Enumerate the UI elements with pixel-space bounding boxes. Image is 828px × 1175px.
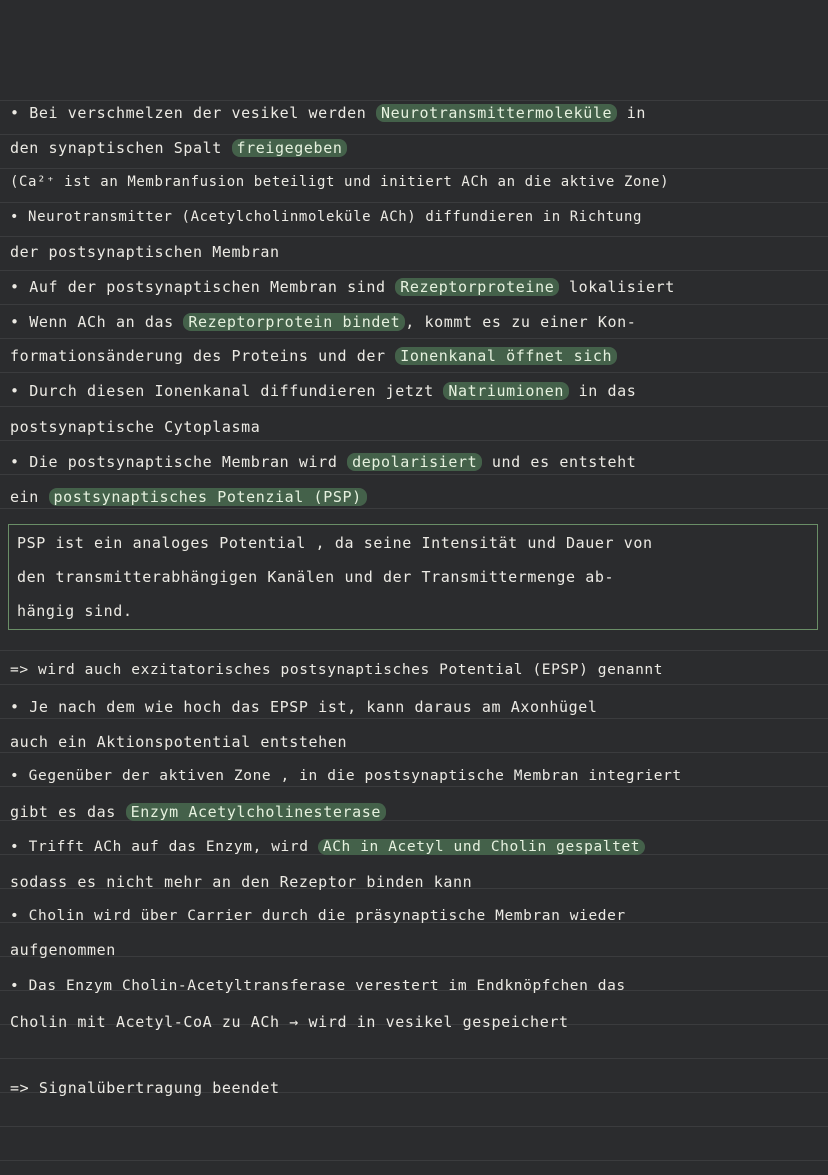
ruled-line [0, 718, 828, 719]
highlight: Neurotransmittermoleküle [376, 104, 617, 122]
text: und es entsteht [482, 453, 637, 471]
ruled-line [0, 372, 828, 373]
note-line [10, 172, 820, 192]
ruled-line [0, 1126, 828, 1127]
definition-box [8, 524, 818, 630]
note-line [10, 766, 820, 786]
ruled-line [0, 202, 828, 203]
highlight: postsynaptisches Potenzial (PSP) [49, 488, 367, 506]
note-line [10, 906, 820, 926]
note-line [10, 872, 820, 892]
note-line [10, 103, 820, 123]
text: den transmitterabhängigen Kanälen und der Transmittermenge ab- [17, 568, 615, 586]
text: PSP ist ein analoges Potential , da seine Intensität und Dauer von [17, 534, 653, 552]
highlight: Rezeptorproteine [395, 278, 559, 296]
highlight: ACh in Acetyl und Cholin gespaltet [318, 839, 645, 855]
text: • Das Enzym Cholin-Acetyltransferase verestert im Endknöpfchen das [10, 978, 626, 994]
ruled-line [0, 338, 828, 339]
note-line [10, 697, 820, 717]
note-line [10, 487, 820, 507]
highlight: Enzym Acetylcholinesterase [126, 803, 386, 821]
text: • Cholin wird über Carrier durch die präsynaptische Membran wieder [10, 908, 626, 924]
text: => Signalübertragung beendet [10, 1079, 280, 1097]
text: • Wenn ACh an das [10, 313, 184, 331]
text: der postsynaptischen Membran [10, 243, 280, 261]
box-line [17, 567, 809, 587]
text: , kommt es zu einer Kon- [405, 313, 637, 331]
text: (Ca²⁺ ist an Membranfusion beteiligt und initiert ACh an die aktive Zone) [10, 174, 670, 190]
text: Cholin mit Acetyl-CoA zu ACh → wird in vesikel gespeichert [10, 1013, 569, 1031]
ruled-line [0, 684, 828, 685]
text: • Trifft ACh auf das Enzym, wird [10, 839, 318, 855]
ruled-line [0, 474, 828, 475]
note-line [10, 381, 820, 401]
ruled-line [0, 168, 828, 169]
note-line [10, 837, 820, 857]
ruled-line [0, 786, 828, 787]
highlight: Ionenkanal öffnet sich [395, 347, 617, 365]
highlight: Natriumionen [443, 382, 569, 400]
text: aufgenommen [10, 941, 116, 959]
text: • Neurotransmitter (Acetylcholinmoleküle ACh) diffundieren in Richtung [10, 209, 643, 225]
text: in das [568, 382, 637, 400]
note-line [10, 732, 820, 752]
ruled-line [0, 134, 828, 135]
text: hängig sind. [17, 602, 133, 620]
note-line [10, 940, 820, 960]
text: den synaptischen Spalt [10, 139, 232, 157]
note-line [10, 452, 820, 472]
ruled-line [0, 1160, 828, 1161]
ruled-line [0, 406, 828, 407]
highlight: Rezeptorprotein bindet [183, 313, 405, 331]
text: postsynaptische Cytoplasma [10, 418, 261, 436]
text: • Bei verschmelzen der vesikel werden [10, 104, 376, 122]
note-line [10, 242, 820, 262]
text: • Gegenüber der aktiven Zone , in die postsynaptische Membran integriert [10, 768, 682, 784]
note-line [10, 207, 820, 227]
box-line [17, 601, 809, 621]
note-line [10, 1078, 820, 1098]
box-line [17, 533, 809, 553]
text: • Durch diesen Ionenkanal diffundieren jetzt [10, 382, 444, 400]
text: gibt es das [10, 803, 126, 821]
note-line [10, 417, 820, 437]
note-line [10, 312, 820, 332]
text: sodass es nicht mehr an den Rezeptor binden kann [10, 873, 473, 891]
note-line [10, 277, 820, 297]
text: • Die postsynaptische Membran wird [10, 453, 348, 471]
note-line [10, 660, 820, 680]
text: auch ein Aktionspotential entstehen [10, 733, 348, 751]
text: => wird auch exzitatorisches postsynaptisches Potential (EPSP) genannt [10, 662, 664, 678]
ruled-line [0, 236, 828, 237]
text: ein [10, 488, 49, 506]
text: • Je nach dem wie hoch das EPSP ist, kann daraus am Axonhügel [10, 698, 598, 716]
text: in [617, 104, 647, 122]
ruled-line [0, 440, 828, 441]
ruled-line [0, 508, 828, 509]
ruled-line [0, 752, 828, 753]
note-line [10, 346, 820, 366]
note-line [10, 1012, 820, 1032]
text: • Auf der postsynaptischen Membran sind [10, 278, 396, 296]
highlight: freigegeben [232, 139, 348, 157]
note-line [10, 138, 820, 158]
note-line [10, 976, 820, 996]
note-line [10, 802, 820, 822]
ruled-line [0, 1058, 828, 1059]
ruled-line [0, 304, 828, 305]
text: formationsänderung des Proteins und der [10, 347, 396, 365]
ruled-line [0, 650, 828, 651]
ruled-line [0, 270, 828, 271]
text: lokalisiert [559, 278, 675, 296]
ruled-line [0, 100, 828, 101]
highlight: depolarisiert [347, 453, 482, 471]
